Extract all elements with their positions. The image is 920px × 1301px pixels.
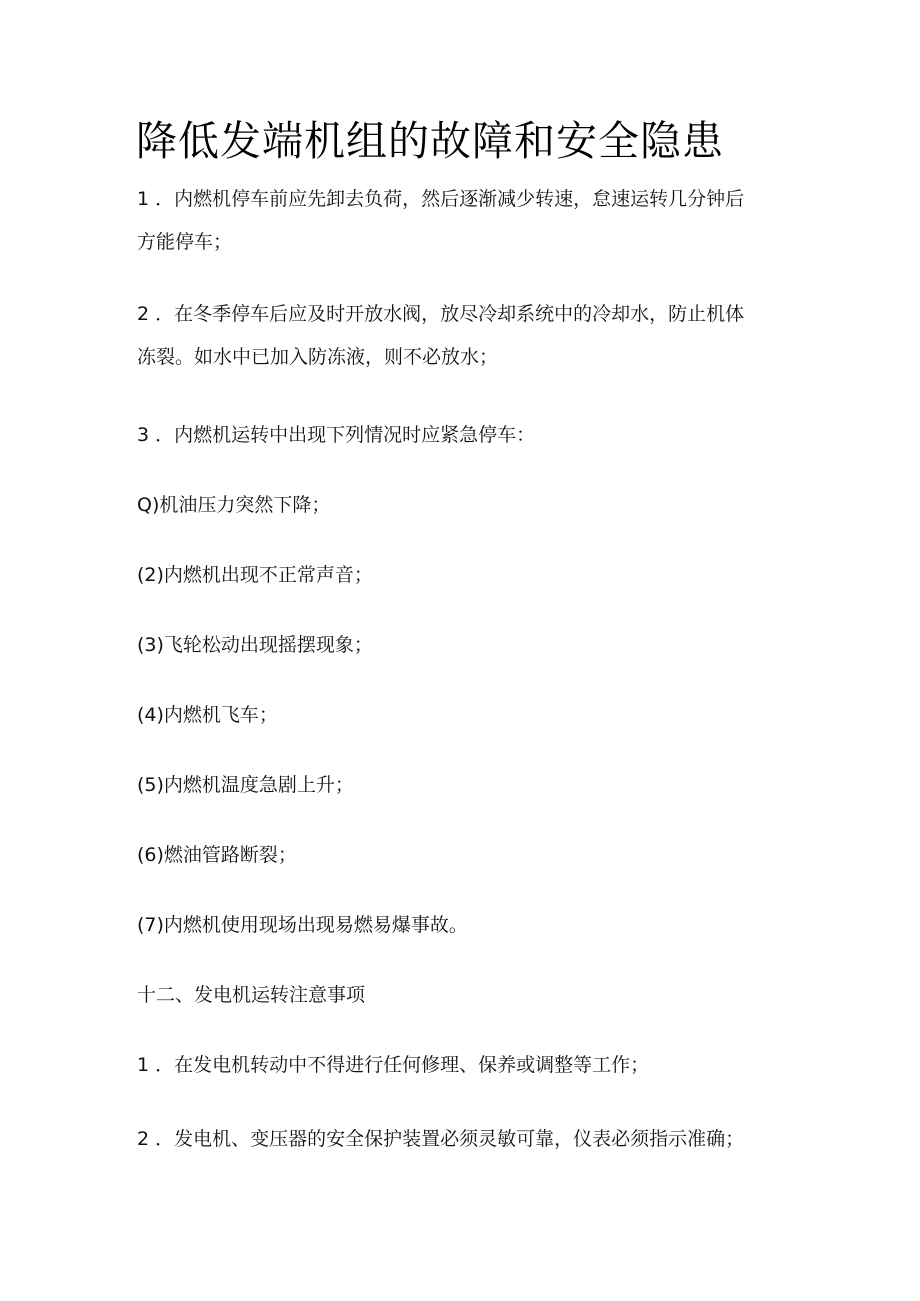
paragraph-line: 1 ．内燃机停车前应先卸去负荷，然后逐渐减少转速，怠速运转几分钟后	[137, 188, 745, 210]
list-item-3: (3)飞轮松动出现摇摆现象；	[137, 634, 373, 656]
paragraph-1	[137, 178, 797, 264]
list-item-2: (2)内燃机出现不正常声音；	[137, 564, 373, 586]
paragraph-2	[137, 293, 797, 379]
paragraph-line: 冻裂。如水中已加入防冻液，则不必放水；	[137, 346, 499, 368]
list-item-5: (5)内燃机温度急剧上升；	[137, 774, 354, 796]
list-item-7: (7)内燃机使用现场出现易燃易爆事故。	[137, 914, 468, 936]
list-item-1: Q)机油压力突然下降；	[137, 494, 331, 516]
paragraph-line: 方能停车；	[137, 231, 233, 253]
paragraph-line: 2 ．在冬季停车后应及时开放水阀，放尽冷却系统中的冷却水，防止机体	[137, 303, 745, 325]
list-item-4: (4)内燃机飞车；	[137, 704, 278, 726]
section-heading: 十二、发电机运转注意事项	[137, 984, 366, 1006]
page-title: 降低发端机组的故障和安全隐患	[136, 117, 724, 165]
paragraph-4: 1 ．在发电机转动中不得进行任何修理、保养或调整等工作；	[137, 1054, 650, 1076]
paragraph-3: 3 ．内燃机运转中出现下列情况时应紧急停车：	[137, 424, 536, 446]
paragraph-5: 2 ．发电机、变压器的安全保护装置必须灵敏可靠，仪表必须指示准确；	[137, 1128, 745, 1150]
list-item-6: (6)燃油管路断裂；	[137, 844, 297, 866]
